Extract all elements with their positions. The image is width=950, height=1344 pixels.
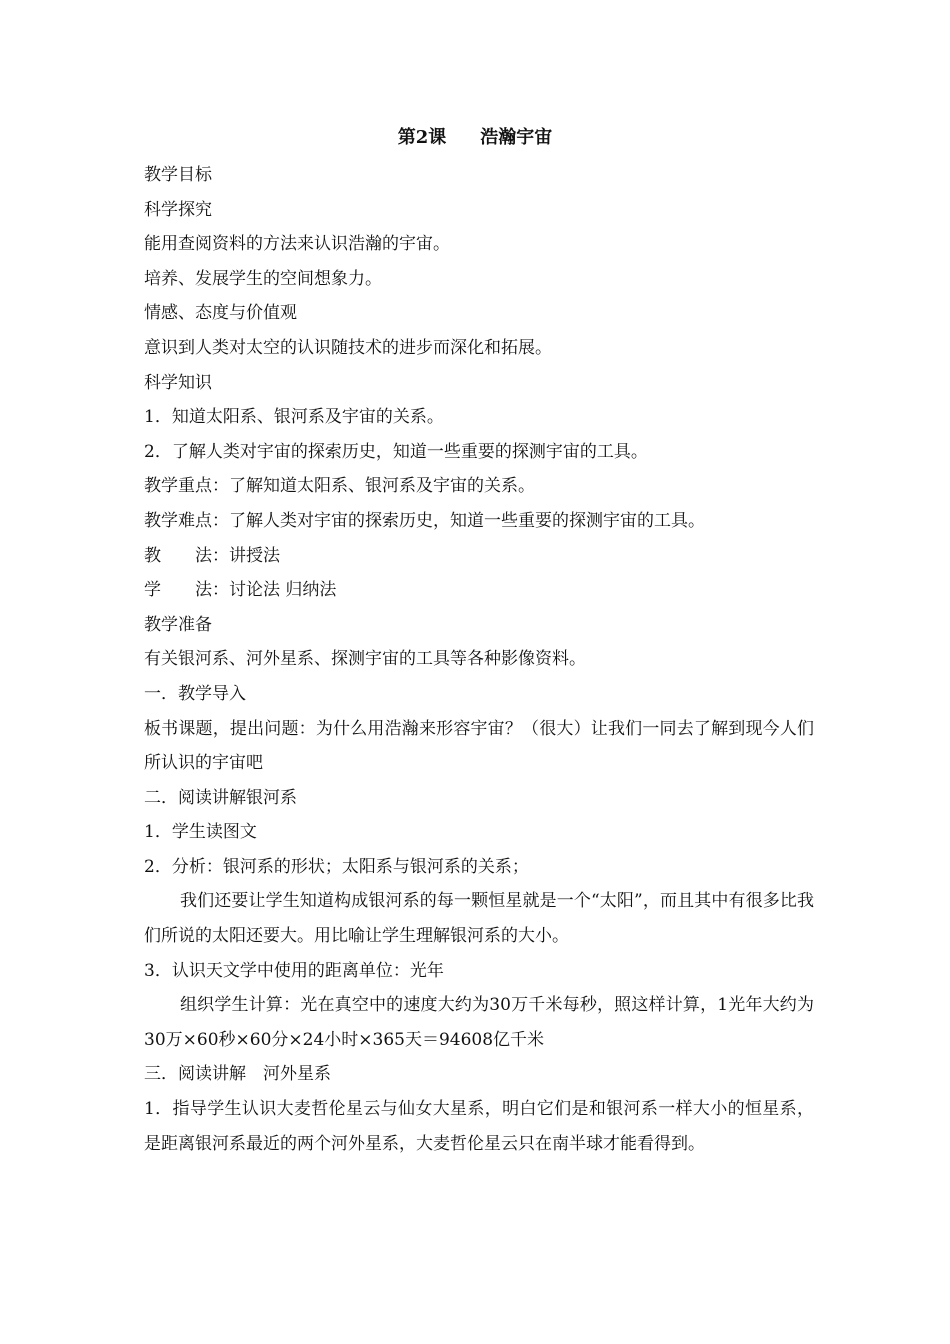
teaching-focus: 教学重点：了解知道太阳系、银河系及宇宙的关系。 bbox=[144, 476, 535, 497]
learning-method-label: 学 法： bbox=[144, 580, 229, 601]
paragraph: 我们还要让学生知道构成银河系的每一颗恒星就是一个“太阳”，而且其中有很多比我们所说的太阳还要大。用比喻让学生理解银河系的大小。 bbox=[144, 891, 814, 947]
subheading-scientific-inquiry: 科学探究 bbox=[144, 199, 212, 220]
subheading-attitudes-values: 情感、态度与价值观 bbox=[144, 303, 297, 324]
lesson-number: 第2课 bbox=[397, 127, 447, 148]
teaching-difficulty: 教学难点：了解人类对宇宙的探索历史，知道一些重要的探测宇宙的工具。 bbox=[144, 510, 705, 531]
text-line: 培养、发展学生的空间想象力。 bbox=[144, 268, 382, 289]
teaching-method bbox=[144, 539, 814, 574]
text-line: 有关银河系、河外星系、探测宇宙的工具等各种影像资料。 bbox=[144, 649, 586, 670]
section-heading-introduction: 一．教学导入 bbox=[144, 683, 246, 704]
list-item: 2．分析：银河系的形状；太阳系与银河系的关系； bbox=[144, 856, 529, 877]
learning-method bbox=[144, 573, 814, 608]
paragraph: 板书课题，提出问题：为什么用浩瀚来形容宇宙？（很大）让我们一同去了解到现今人们所认识的宇宙吧 bbox=[144, 718, 814, 774]
text-line: 能用查阅资料的方法来认识浩瀚的宇宙。 bbox=[144, 234, 450, 255]
list-item: 2．了解人类对宇宙的探索历史，知道一些重要的探测宇宙的工具。 bbox=[144, 441, 648, 462]
list-item: 1．学生读图文 bbox=[144, 822, 257, 843]
document-body bbox=[144, 158, 814, 1161]
teaching-method-value: 讲授法 bbox=[229, 545, 280, 566]
section-heading-milky-way: 二．阅读讲解银河系 bbox=[144, 787, 297, 808]
section-heading-teaching-goals: 教学目标 bbox=[144, 165, 212, 185]
page-title bbox=[0, 126, 950, 150]
subheading-scientific-knowledge: 科学知识 bbox=[144, 372, 212, 393]
learning-method-value: 讨论法 归纳法 bbox=[229, 580, 337, 601]
paragraph: 组织学生计算：光在真空中的速度大约为30万千米每秒，照这样计算，1光年大约为 30万×60秒×60分×24小时×365天＝94608亿千米 bbox=[144, 995, 814, 1050]
section-heading-preparation: 教学准备 bbox=[144, 614, 212, 635]
list-item: 1．知道太阳系、银河系及宇宙的关系。 bbox=[144, 407, 444, 428]
section-heading-galaxies: 三．阅读讲解 河外星系 bbox=[144, 1064, 331, 1085]
teaching-method-label: 教 法： bbox=[144, 545, 229, 566]
paragraph: 1．指导学生认识大麦哲伦星云与仙女大星系，明白它们是和银河系一样大小的恒星系，是距离银河系最近的两个河外星系，大麦哲伦星云只在南半球才能看得到。 bbox=[144, 1099, 814, 1154]
list-item: 3．认识天文学中使用的距离单位：光年 bbox=[144, 960, 444, 981]
text-line: 意识到人类对太空的认识随技术的进步而深化和拓展。 bbox=[144, 337, 552, 358]
lesson-name: 浩瀚宇宙 bbox=[480, 127, 553, 148]
